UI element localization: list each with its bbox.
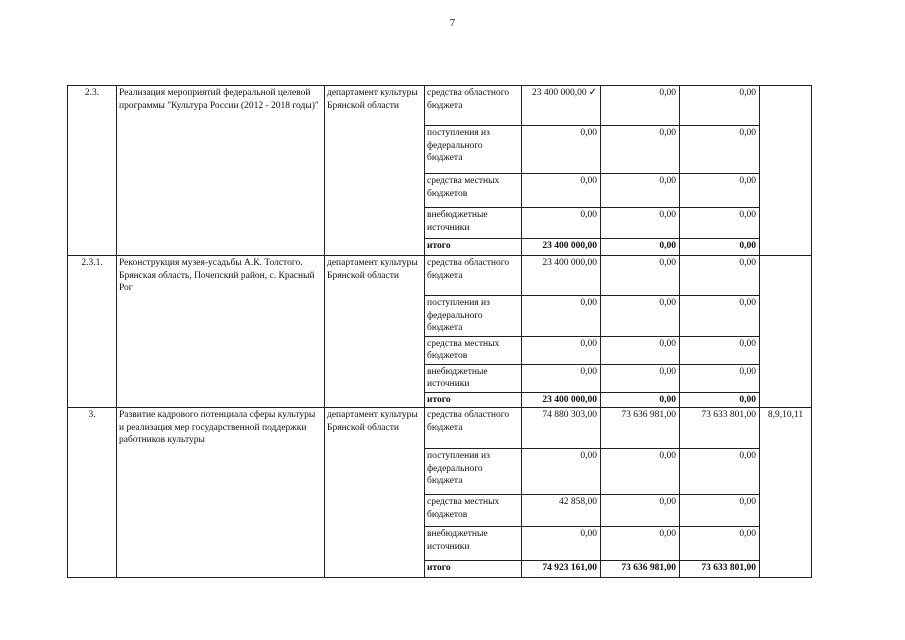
funding-source: средства областного бюджета (425, 86, 522, 126)
amount-value: 0,00 (580, 366, 597, 377)
amount-y3 (680, 364, 760, 392)
funding-source: внебюджетные источники (425, 527, 522, 561)
funding-source: поступления из федерального бюджета (425, 296, 522, 337)
amount-y1 (522, 527, 601, 561)
amount-value: 0,00 (739, 497, 756, 507)
amount-y2 (601, 527, 680, 561)
amount-y1 (522, 449, 601, 495)
amount-y2 (601, 86, 680, 126)
amount-y1 (522, 364, 601, 392)
target-indicators (760, 86, 812, 256)
table-row (68, 86, 812, 126)
amount-value: 0,00 (659, 298, 676, 308)
amount-value: 0,00 (739, 128, 756, 138)
amount-y1 (522, 408, 601, 449)
funding-source: итого (425, 561, 522, 578)
amount-y2 (601, 364, 680, 392)
amount-value: 42 858,00 (559, 497, 597, 507)
amount-value: 0,00 (739, 88, 756, 98)
amount-y1 (522, 239, 601, 256)
amount-y3 (680, 561, 760, 578)
item-index: 3. (68, 408, 117, 578)
item-executor: департамент культуры Брянской области (325, 86, 425, 256)
item-name: Развитие кадрового потенциала сферы культуры и реализация мер государственной поддержки работников культуры (117, 408, 325, 578)
amount-y3 (680, 296, 760, 337)
funding-source: средства областного бюджета (425, 256, 522, 296)
amount-value: 0,00 (739, 241, 756, 251)
amount-value: 0,00 (659, 451, 676, 461)
amount-value: 23 400 000,00 (542, 394, 597, 405)
funding-source: средства местных бюджетов (425, 495, 522, 527)
amount-value: 23 400 000,00 (542, 258, 597, 268)
amount-y2 (601, 561, 680, 578)
amount-value: 73 633 801,00 (701, 410, 756, 420)
item-executor: департамент культуры Брянской области (325, 256, 425, 408)
amount-y3 (680, 174, 760, 208)
table-row (68, 408, 812, 449)
amount-value: 0,00 (580, 451, 597, 461)
amount-y2 (601, 449, 680, 495)
amount-value: 74 880 303,00 (542, 410, 597, 420)
amount-y3 (680, 256, 760, 296)
funding-source: итого (425, 392, 522, 408)
item-index: 2.3. (68, 86, 117, 256)
item-name: Реализация мероприятий федеральной целевой программы "Культура России (2012 - 2018 годы)" (117, 86, 325, 256)
table-row (68, 256, 812, 296)
amount-value: 0,00 (739, 258, 756, 268)
amount-y1 (522, 336, 601, 364)
amount-value: 0,00 (659, 176, 676, 186)
funding-source: поступления из федерального бюджета (425, 449, 522, 495)
funding-source: средства областного бюджета (425, 408, 522, 449)
amount-y3 (680, 126, 760, 174)
amount-value: 23 400 000,00 (542, 241, 597, 251)
amount-y1 (522, 392, 601, 408)
amount-y1 (522, 126, 601, 174)
amount-y3 (680, 449, 760, 495)
amount-value: 74 923 161,00 (542, 563, 597, 573)
amount-value: 0,00 (739, 338, 756, 349)
amount-y2 (601, 408, 680, 449)
amount-value: 0,00 (659, 241, 676, 251)
amount-y1 (522, 174, 601, 208)
amount-y2 (601, 336, 680, 364)
amount-value: 0,00 (659, 338, 676, 349)
amount-value: 0,00 (659, 258, 676, 268)
amount-y2 (601, 495, 680, 527)
amount-y2 (601, 239, 680, 256)
page-number: 7 (449, 17, 456, 29)
funding-source: итого (425, 239, 522, 256)
funding-source: средства местных бюджетов (425, 336, 522, 364)
amount-y3 (680, 408, 760, 449)
amount-value: 0,00 (580, 176, 597, 186)
amount-y1 (522, 296, 601, 337)
amount-y2 (601, 296, 680, 337)
amount-y3 (680, 336, 760, 364)
amount-value: 0,00 (659, 529, 676, 539)
amount-value: 73 636 981,00 (621, 563, 676, 573)
amount-value: 73 636 981,00 (621, 410, 676, 420)
funding-source: внебюджетные источники (425, 364, 522, 392)
amount-y1 (522, 256, 601, 296)
amount-value: 0,00 (739, 176, 756, 186)
amount-y2 (601, 174, 680, 208)
amount-value: 0,00 (659, 210, 676, 220)
funding-source: внебюджетные источники (425, 208, 522, 239)
funding-source: средства местных бюджетов (425, 174, 522, 208)
target-indicators: 8,9,10,11 (760, 408, 812, 578)
amount-y2 (601, 256, 680, 296)
amount-value: 0,00 (739, 394, 756, 405)
amount-y3 (680, 527, 760, 561)
amount-value: 0,00 (659, 497, 676, 507)
amount-value: 0,00 (739, 298, 756, 308)
amount-value: 0,00 (580, 529, 597, 539)
amount-y1 (522, 495, 601, 527)
amount-y3 (680, 392, 760, 408)
amount-y3 (680, 495, 760, 527)
amount-value: 0,00 (739, 451, 756, 461)
amount-y3 (680, 86, 760, 126)
amount-y2 (601, 392, 680, 408)
amount-value: 0,00 (580, 298, 597, 308)
amount-value: 0,00 (580, 338, 597, 349)
item-name: Реконструкция музея-усадьбы А.К. Толстого. Брянская область, Почепский район, с. Красный Рог (117, 256, 325, 408)
amount-y3 (680, 239, 760, 256)
item-index: 2.3.1. (68, 256, 117, 408)
amount-value: 0,00 (659, 128, 676, 138)
amount-y1 (522, 86, 601, 126)
amount-y2 (601, 208, 680, 239)
amount-y1 (522, 561, 601, 578)
amount-value: 0,00 (739, 529, 756, 539)
amount-value: 0,00 (659, 394, 676, 405)
amount-y1 (522, 208, 601, 239)
amount-value: 73 633 801,00 (701, 563, 756, 573)
amount-value: 0,00 (659, 88, 676, 98)
amount-value: 0,00 (580, 210, 597, 220)
budget-table (67, 85, 812, 578)
amount-value: 0,00 (739, 210, 756, 220)
amount-value: 0,00 (739, 366, 756, 377)
amount-y2 (601, 126, 680, 174)
amount-value: 23 400 000,00 (531, 88, 587, 98)
amount-value: 0,00 (659, 366, 676, 377)
item-executor: департамент культуры Брянской области (325, 408, 425, 578)
amount-y3 (680, 208, 760, 239)
funding-source: поступления из федерального бюджета (425, 126, 522, 174)
amount-value: 0,00 (580, 128, 597, 138)
target-indicators (760, 256, 812, 408)
checkmark-icon: ✓ (588, 87, 597, 98)
